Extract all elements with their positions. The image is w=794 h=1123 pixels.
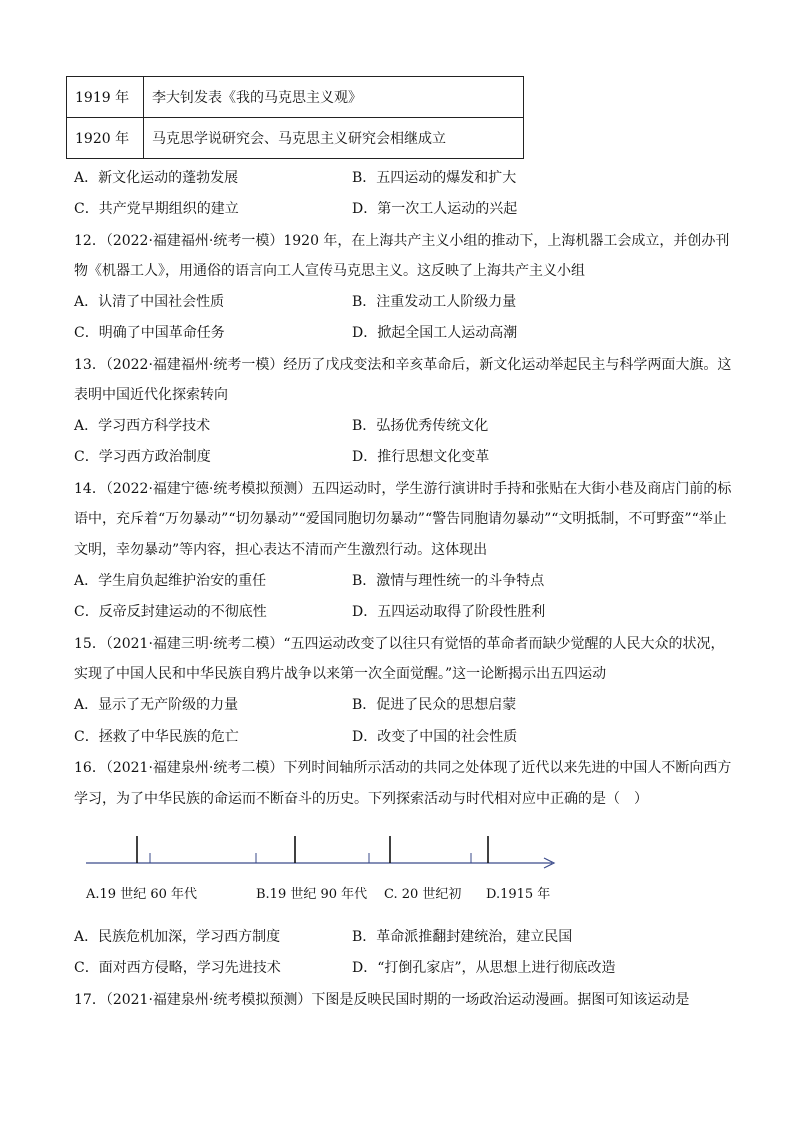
table-cell-year: 1919 年 — [67, 77, 144, 118]
q15-option-b: B．促进了民众的思想启蒙 — [352, 697, 517, 713]
table-cell-year: 1920 年 — [67, 118, 144, 159]
q11-option-b: B．五四运动的爆发和扩大 — [352, 170, 517, 186]
q16-option-a: A．民族危机加深，学习西方制度 — [74, 929, 281, 945]
timeline-label-c: C. 20 世纪初 — [384, 887, 462, 902]
table-cell-event: 李大钊发表《我的马克思主义观》 — [144, 77, 524, 118]
q13-stem-line1: 13．（2022·福建福州·统考一模）经历了戊戌变法和辛亥革命后，新文化运动举起民主与科学两面大旗。这 — [74, 357, 732, 373]
q14-option-d: D．五四运动取得了阶段性胜利 — [352, 604, 546, 620]
q13-option-b: B．弘扬优秀传统文化 — [352, 418, 489, 434]
q12-option-c: C．明确了中国革命任务 — [74, 325, 225, 341]
q16-stem-line2: 学习，为了中华民族的命运而不断奋斗的历史。下列探索活动与时代相对应中正确的是（ ） — [74, 791, 648, 807]
timeline-label-a: A.19 世纪 60 年代 — [86, 887, 198, 902]
q14-stem-line2: 语中，充斥着“万勿暴动”“切勿暴动”“爱国同胞切勿暴动”“警告同胞请勿暴动”“文明抵制，不可野蛮”“举止 — [74, 511, 727, 527]
q14-option-a: A．学生肩负起维护治安的重任 — [74, 573, 267, 589]
table-row — [67, 118, 524, 159]
q16-option-d: D．“打倒孔家店”，从思想上进行彻底改造 — [352, 960, 616, 976]
q15-option-c: C．拯救了中华民族的危亡 — [74, 729, 239, 745]
timeline-axis — [82, 832, 562, 872]
q12-option-a: A．认清了中国社会性质 — [74, 294, 225, 310]
q15-option-a: A．显示了无产阶级的力量 — [74, 697, 239, 713]
q12-option-b: B．注重发动工人阶级力量 — [352, 294, 517, 310]
q13-option-d: D．推行思想文化变革 — [352, 449, 490, 465]
q11-option-c: C．共产党早期组织的建立 — [74, 201, 239, 217]
q14-option-b: B．激情与理性统一的斗争特点 — [352, 573, 545, 589]
q16-stem-line1: 16．（2021·福建泉州·统考二模）下列时间轴所示活动的共同之处体现了近代以来先进的中国人不断向西方 — [74, 760, 732, 776]
timeline-label-d: D.1915 年 — [486, 887, 551, 902]
table-cell-event: 马克思学说研究会、马克思主义研究会相继成立 — [144, 118, 524, 159]
q14-option-c: C．反帝反封建运动的不彻底性 — [74, 604, 267, 620]
q15-option-d: D．改变了中国的社会性质 — [352, 729, 518, 745]
q13-option-c: C．学习西方政治制度 — [74, 449, 211, 465]
q15-stem-line1: 15．（2021·福建三明·统考二模）“五四运动改变了以往只有觉悟的革命者而缺少觉醒的人民大众的状况， — [74, 636, 725, 652]
q11-option-a: A．新文化运动的蓬勃发展 — [74, 170, 239, 186]
q12-stem-line2: 物《机器工人》，用通俗的语言向工人宣传马克思主义。这反映了上海共产主义小组 — [74, 263, 585, 279]
q16-option-c: C．面对西方侵略，学习先进技术 — [74, 960, 281, 976]
timeline-label-b: B.19 世纪 90 年代 — [256, 887, 368, 902]
q12-option-d: D．掀起全国工人运动高潮 — [352, 325, 518, 341]
q15-stem-line2: 实现了中国人民和中华民族自鸦片战争以来第一次全面觉醒。”这一论断揭示出五四运动 — [74, 666, 607, 682]
q14-stem-line3: 文明，幸勿暴动”等内容，担心表达不清而产生激烈行动。这体现出 — [74, 542, 488, 558]
q11-option-d: D．第一次工人运动的兴起 — [352, 201, 518, 217]
q16-option-b: B．革命派推翻封建统治，建立民国 — [352, 929, 573, 945]
table-row — [67, 77, 524, 118]
q12-stem-line1: 12．（2022·福建福州·统考一模）1920 年，在上海共产主义小组的推动下，上海机器工会成立，并创办刊 — [74, 233, 730, 249]
q13-stem-line2: 表明中国近代化探索转向 — [74, 387, 228, 403]
q14-stem-line1: 14．（2022·福建宁德·统考模拟预测）五四运动时，学生游行演讲时手持和张贴在大街小巷及商店门前的标 — [74, 481, 732, 497]
q17-stem-line1: 17．（2021·福建泉州·统考模拟预测）下图是反映民国时期的一场政治运动漫画。据图可知该运动是 — [74, 992, 690, 1008]
q13-option-a: A．学习西方科学技术 — [74, 418, 211, 434]
event-table — [66, 76, 524, 159]
